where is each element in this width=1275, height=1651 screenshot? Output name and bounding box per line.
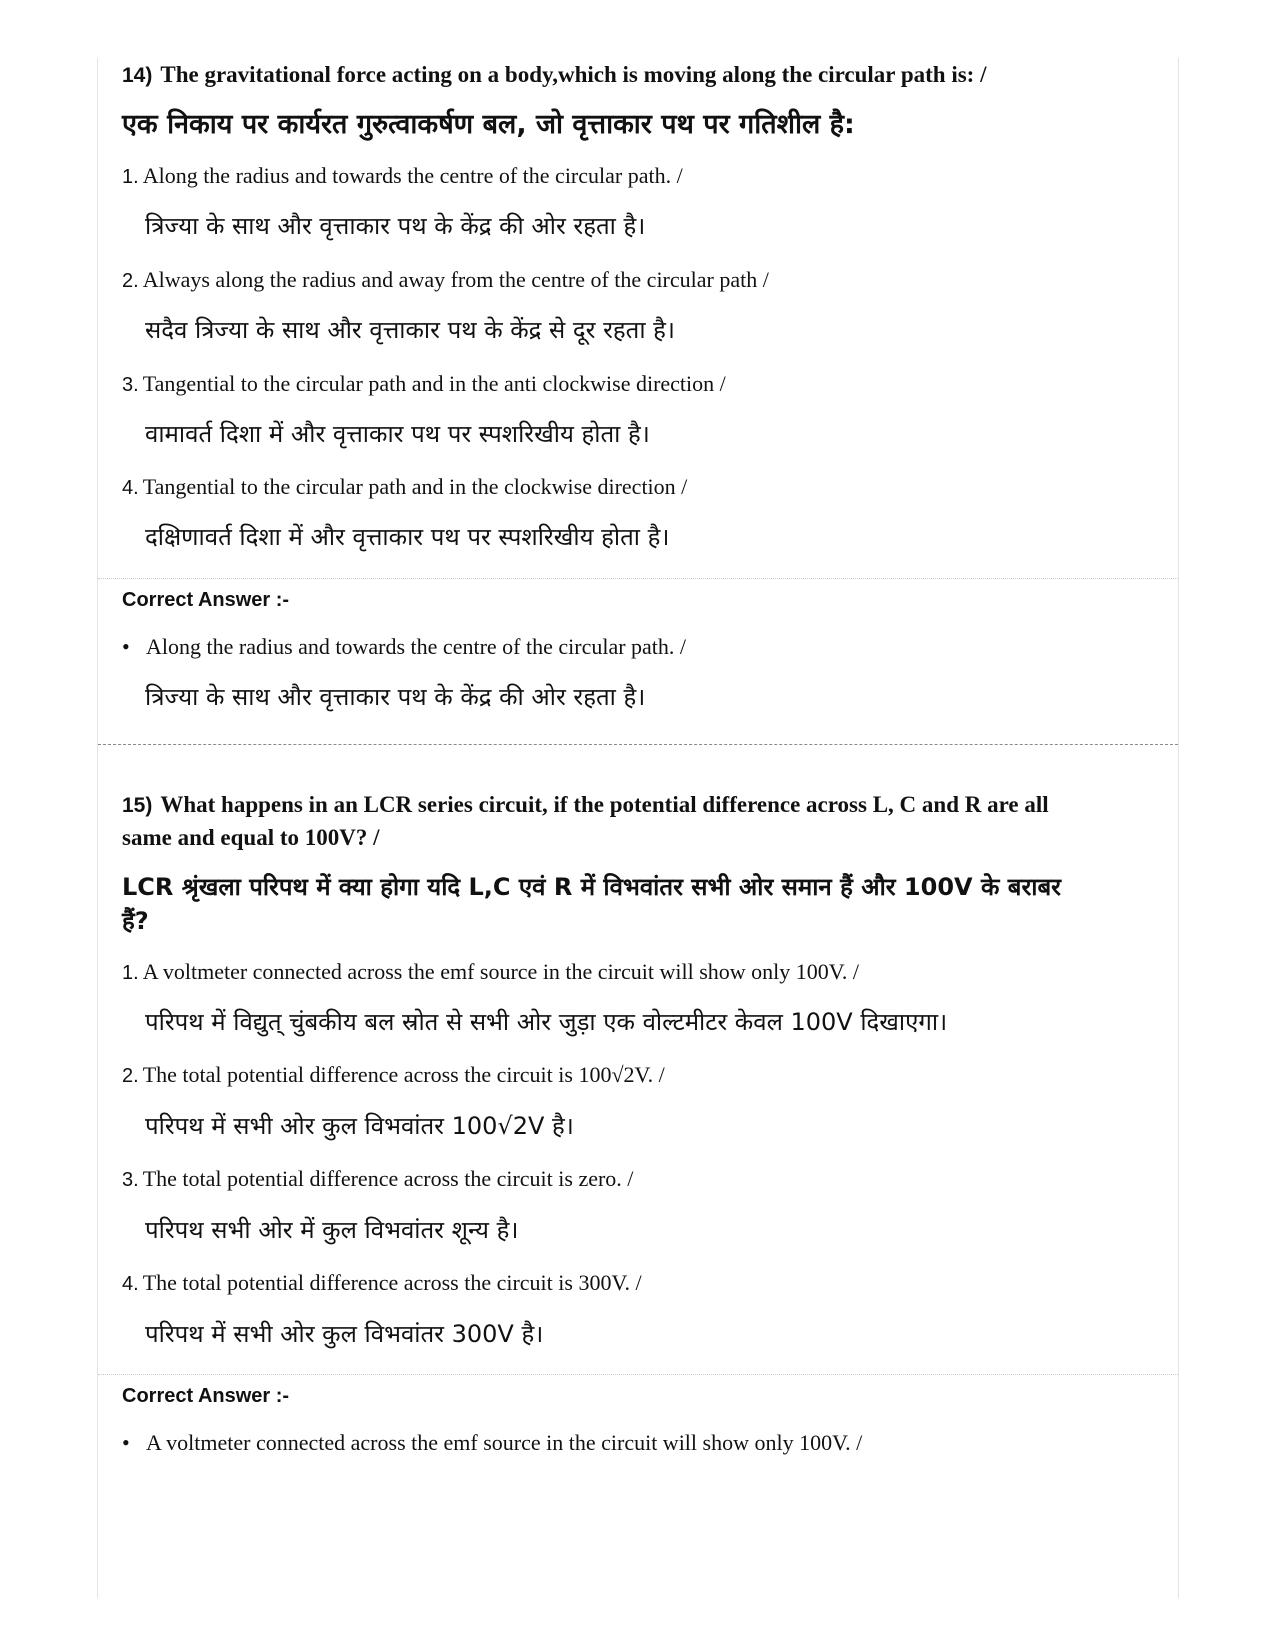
option-number: 2. [122, 270, 139, 292]
correct-answer-label: Correct Answer :- [122, 589, 290, 611]
option-text: A voltmeter connected across the emf source in the circuit will show only 100V. / [142, 959, 859, 984]
correct-answer-text: Along the radius and towards the centre of the circular path. / [146, 634, 687, 659]
option-2-hi: परिपथ में सभी ओर कुल विभवांतर 100√2V है। [145, 1112, 574, 1140]
option-3-en [122, 369, 726, 400]
option-number: 1. [122, 962, 139, 984]
option-3-en [122, 1164, 633, 1195]
option-text: The total potential difference across the circuit is 100√2V. / [142, 1062, 665, 1087]
option-text: Always along the radius and away from the centre of the circular path / [142, 267, 769, 292]
correct-answer-en [122, 632, 686, 662]
question-number: 14) [122, 64, 153, 87]
question-text-en-line1: What happens in an LCR series circuit, if the potential difference across L, C and R are all [160, 792, 1049, 817]
bullet-icon: • [122, 634, 130, 659]
correct-answer-en [122, 1428, 862, 1458]
question-text-en-line2: same and equal to 100V? / [122, 825, 380, 850]
option-text: Along the radius and towards the centre of the circular path. / [142, 163, 683, 188]
option-2-en [122, 1060, 665, 1091]
option-2-hi: सदैव त्रिज्या के साथ और वृत्ताकार पथ के केंद्र से दूर रहता है। [145, 316, 676, 344]
option-1-en [122, 957, 859, 988]
option-number: 4. [122, 477, 139, 499]
option-1-hi: परिपथ में विद्युत् चुंबकीय बल स्रोत से सभी ओर जुड़ा एक वोल्टमीटर केवल 100V दिखाएगा। [145, 1008, 948, 1036]
option-3-hi: परिपथ सभी ओर में कुल विभवांतर शून्य है। [145, 1216, 519, 1244]
question-paper-page [97, 58, 1179, 1598]
option-3-hi: वामावर्त दिशा में और वृत्ताकार पथ पर स्पशरिखीय होता है। [145, 420, 650, 448]
option-text: The total potential difference across the circuit is 300V. / [142, 1270, 642, 1295]
correct-answer-label: Correct Answer :- [122, 1385, 290, 1407]
correct-answer-text: A voltmeter connected across the emf source in the circuit will show only 100V. / [146, 1430, 863, 1455]
option-4-en [122, 472, 687, 503]
question-15-title [122, 788, 1049, 823]
divider [98, 1374, 1178, 1375]
question-text-en: The gravitational force acting on a body,which is moving along the circular path is: / [160, 62, 987, 87]
option-number: 1. [122, 166, 139, 188]
option-number: 3. [122, 374, 139, 396]
option-text: Tangential to the circular path and in the clockwise direction / [142, 474, 688, 499]
option-text: The total potential difference across the circuit is zero. / [142, 1166, 634, 1191]
option-number: 2. [122, 1065, 139, 1087]
option-number: 3. [122, 1169, 139, 1191]
option-4-hi: दक्षिणावर्त दिशा में और वृत्ताकार पथ पर स्पशरिखीय होता है। [145, 523, 670, 551]
option-text: Tangential to the circular path and in the anti clockwise direction / [142, 371, 726, 396]
question-14-title [122, 58, 986, 93]
option-4-hi: परिपथ में सभी ओर कुल विभवांतर 300V है। [145, 1320, 544, 1348]
question-text-hi-line2: हैं? [122, 907, 149, 935]
option-1-en [122, 161, 683, 192]
question-text-hi-line1: LCR श्रृंखला परिपथ में क्या होगा यदि L,C एवं R में विभवांतर सभी ओर समान हैं और 100V के बराबर [122, 873, 1062, 901]
divider [98, 578, 1178, 579]
bullet-icon: • [122, 1430, 130, 1455]
question-divider [98, 744, 1178, 745]
option-number: 4. [122, 1273, 139, 1295]
question-text-hi: एक निकाय पर कार्यरत गुरुत्वाकर्षण बल, जो वृत्ताकार पथ पर गतिशील है: [122, 109, 855, 140]
question-number: 15) [122, 794, 153, 817]
option-1-hi: त्रिज्या के साथ और वृत्ताकार पथ के केंद्र की ओर रहता है। [145, 212, 646, 240]
option-4-en [122, 1268, 642, 1299]
option-2-en [122, 265, 769, 296]
correct-answer-hi: त्रिज्या के साथ और वृत्ताकार पथ के केंद्र की ओर रहता है। [145, 683, 646, 711]
